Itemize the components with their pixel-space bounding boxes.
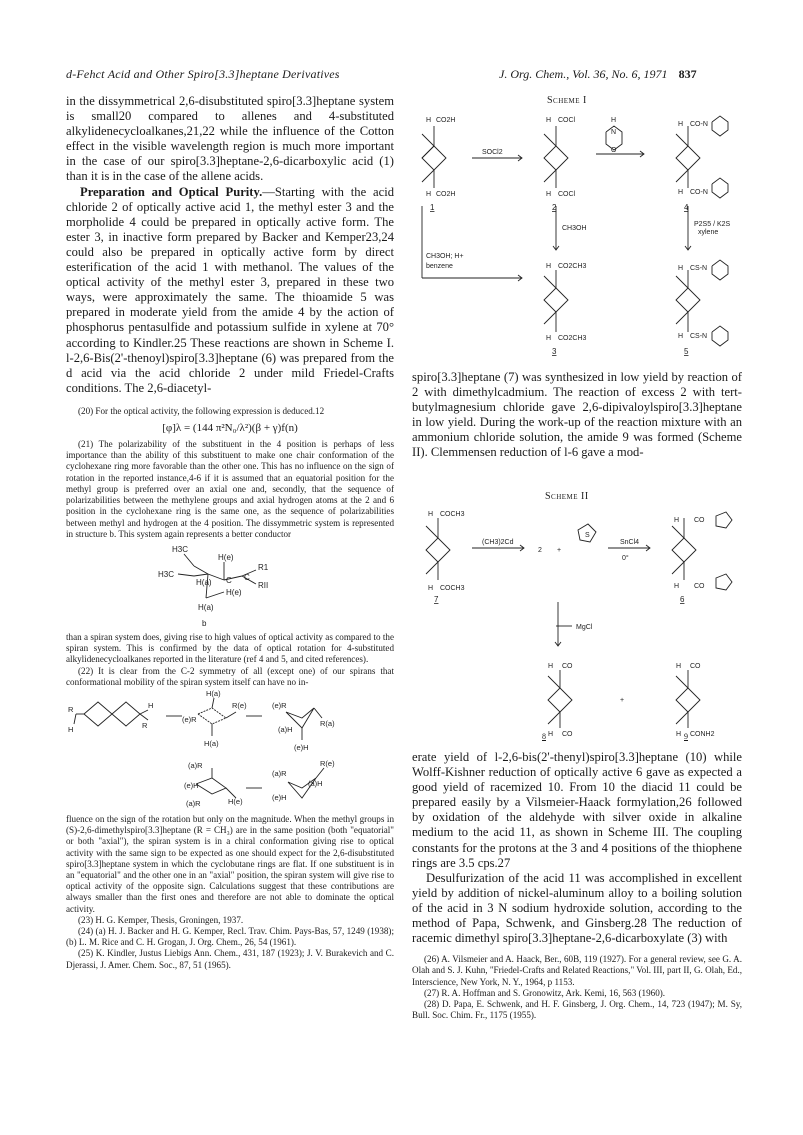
reagent-p2s5: P2S5 / K2S bbox=[694, 221, 731, 228]
scheme2-substituent: COCH3 bbox=[440, 511, 465, 518]
conformer-label: H bbox=[148, 700, 154, 710]
struct-b-label: C bbox=[244, 572, 250, 582]
page-number: 837 bbox=[678, 67, 697, 81]
footnote-21: (21) The polarizability of the substituent in the 4 position is perhaps of less importance than the ability of this substituent to make one chair conformation of the cyclohexane ring more favorable than the other one. This has no influence on the sign of rotation in the reported instance,4-6 if it is assumed that an equatorial position for the methyl group is preferred over an axial one and, secondly, that the sequence of polarizabilities between the methylene groups and axial hydrogen atoms at the 2 and 6 position in the cyclohexane ring is the same one, as the sequence of polarizabilities between methyl and hydrogen at the 4 position. The dissymmetric system is represented in structure b. This system again represents a better conductor bbox=[66, 439, 394, 539]
compound-number: 1 bbox=[430, 203, 435, 212]
reagent-xylene: xylene bbox=[698, 229, 719, 236]
conformer-label: R bbox=[142, 720, 148, 730]
conformer-label: (a)R bbox=[272, 768, 287, 778]
scheme1-substituent: COCl bbox=[558, 117, 576, 124]
compound-number: 7 bbox=[434, 595, 439, 604]
scheme2-substituent: COCH3 bbox=[440, 585, 465, 592]
reagent-socl2: SOCl2 bbox=[482, 149, 503, 156]
conformers-diagram bbox=[66, 688, 394, 814]
reagent-mgcl: MgCl bbox=[576, 624, 593, 631]
right-column bbox=[412, 370, 742, 461]
paragraph-text: —Starting with the acid chloride 2 of optically active acid 1, the methyl ester 3 and the morpholide 4 could be prepared in optically active form. The ester 3, in inactive form prepared by Backer and Kemper23,24 could also be prepared in optically active form by direct esterification of the acid 1 with methanol. The values of the optical activity of the methyl ester 3, prepared in these two ways, were approximately the same. The thioamide 5 was prepared in moderate yield from the amide 4 by the action of phosphorus pentasulfide and potassium sulfide in xylene at 70° according to Kindler.25 These reactions are shown in Scheme I. l-2,6-Bis(2'-thenoyl)spiro[3.3]heptane (6) was prepared from the d acid via the acid chloride 2 under mild Friedel-Crafts conditions. The 2,6-diacetyl- bbox=[66, 184, 395, 395]
struct-b-label: RII bbox=[258, 580, 269, 590]
scheme1-h: H bbox=[546, 191, 552, 198]
scheme2-h: H bbox=[676, 663, 682, 670]
conformer-label: R(e) bbox=[320, 758, 335, 768]
paragraph-preparation bbox=[66, 185, 394, 396]
scheme2-h: H bbox=[428, 585, 434, 592]
scheme2-h: H bbox=[676, 731, 682, 738]
structure-b-diagram bbox=[66, 540, 394, 632]
paragraph: erate yield of l-2,6-bis(2'-thenyl)spiro[3.3]heptane (10) while Wolff-Kishner reduction of optically active 6 gave as expected a good yield of racemized 10. From 10 the diacid 11 could be prepared easily by a Vilsmeier-Haack formylation,26 followed by oxidation of the aldehyde with silver oxide in alkaline medium to the acid 11, as shown in Scheme III. The coupling constants for the protons at the 3 and 4 positions of the thiophene rings are 3.5 cps.27 bbox=[412, 750, 742, 870]
scheme1-substituent: CO-N bbox=[690, 121, 708, 128]
scheme2-h: H bbox=[674, 517, 680, 524]
conformer-label: (a)H bbox=[278, 724, 293, 734]
scheme1-h: H bbox=[546, 335, 552, 342]
compound-number: 4 bbox=[684, 203, 689, 212]
footnote-24: (24) (a) H. J. Backer and H. G. Kemper, Recl. Trav. Chim. Pays-Bas, 57, 1249 (1938); (b) L. M. Rice and C. H. Grogan, J. Org. Chem., 26, 54 (1961). bbox=[66, 925, 394, 948]
conformer-label: H(e) bbox=[228, 796, 243, 806]
scheme2-substituent: CO bbox=[562, 663, 573, 670]
reagent-morpholine: O bbox=[611, 147, 617, 154]
scheme1-substituent: CO2H bbox=[436, 117, 456, 124]
footnote-23: (23) H. G. Kemper, Thesis, Groningen, 1937. bbox=[78, 914, 244, 925]
reagent-sncl4: SnCl4 bbox=[620, 539, 640, 546]
struct-b-label: C bbox=[226, 575, 232, 585]
left-column bbox=[66, 94, 394, 971]
conformer-label: (a)R bbox=[188, 760, 203, 770]
struct-b-label: H(a) bbox=[196, 577, 212, 587]
scheme2-substituent: CO bbox=[562, 731, 573, 738]
conformer-label: H bbox=[68, 724, 74, 734]
compound-number: 2 bbox=[552, 203, 557, 212]
conformer-label: (a)R bbox=[186, 798, 201, 808]
scheme-2-title: Scheme II bbox=[545, 491, 589, 502]
scheme1-substituent: CO2CH3 bbox=[558, 335, 587, 342]
scheme2-substituent: CO bbox=[690, 663, 701, 670]
scheme2-substituent: CO bbox=[694, 583, 705, 590]
struct-b-label: H3C bbox=[158, 569, 175, 579]
footnote-26: (26) A. Vilsmeier and A. Haack, Ber., 60B, 119 (1927). For a general review, see G. A. Olah and S. J. Kuhn, "Friedel-Crafts and Related Reactions," Vol. III, part II, G. Olah, Ed., Interscience, New York, N. Y., 1964, p 1153. bbox=[412, 954, 742, 987]
struct-b-label: R1 bbox=[258, 562, 269, 572]
conformer-label: R(a) bbox=[320, 718, 335, 728]
scheme1-h: H bbox=[426, 191, 432, 198]
struct-b-caption: b bbox=[202, 618, 207, 628]
running-header-journal bbox=[499, 67, 697, 82]
scheme1-h: H bbox=[678, 333, 684, 340]
scheme1-substituent: CO2H bbox=[436, 191, 456, 198]
compound-number: 3 bbox=[552, 347, 557, 356]
footnote-20: (20) For the optical activity, the following expression is deduced.12 bbox=[78, 405, 325, 416]
conformer-label: R bbox=[68, 704, 74, 714]
struct-b-label: H3C bbox=[172, 544, 189, 554]
scheme1-substituent: CS-N bbox=[690, 265, 708, 272]
scheme-2-diagram bbox=[412, 506, 742, 740]
scheme1-substituent: CO2CH3 bbox=[558, 263, 587, 270]
scheme2-h: H bbox=[548, 663, 554, 670]
footnote-22: (22) It is clear from the C-2 symmetry of all (except one) of our spirans that conformational mobility of the spiran system itself can have no in- bbox=[66, 665, 394, 687]
scheme2-substituent: CO bbox=[694, 517, 705, 524]
reagent-plus: + bbox=[557, 547, 562, 554]
conformer-label: R(e) bbox=[232, 700, 247, 710]
scheme1-h: H bbox=[678, 189, 684, 196]
journal-citation: J. Org. Chem., Vol. 36, No. 6, 1971 bbox=[499, 67, 668, 81]
compound-number: 9 bbox=[684, 732, 688, 741]
section-heading: Preparation and Optical Purity. bbox=[80, 184, 263, 199]
compound-number: 8 bbox=[542, 732, 546, 741]
scheme1-h: H bbox=[426, 117, 432, 124]
reagent-benzene: benzene bbox=[426, 263, 453, 270]
scheme2-substituent: CONH2 bbox=[690, 731, 715, 738]
conformer-label: (e)H bbox=[184, 780, 199, 790]
conformer-label: (e)R bbox=[272, 700, 287, 710]
running-header-title: d-Fehct Acid and Other Spiro[3.3]heptane Derivatives bbox=[66, 67, 340, 81]
scheme2-h: H bbox=[674, 583, 680, 590]
paragraph: Desulfurization of the acid 11 was accomplished in excellent yield by addition of nickel-aluminum alloy to a boiling solution of the acid in 3 N sodium hydroxide solution, according to the method of Papa, Schwenk, and Ginsberg.28 The reduction of racemic dimethyl spiro[3.3]heptane-2,6-dicarboxylate (3) with bbox=[412, 870, 742, 946]
footnote-21-continued: than a spiran system does, giving rise to high values of optical activity as compared to the spiran system. This is confirmed by the data of optical rotation for 4-substituted alkylidenecycloalkanes reported in the literature (ref 4 and 5, and cited references). bbox=[66, 631, 394, 665]
equation: [φ]λ = (144 π²N₀/λ²)(β + γ)f(n) bbox=[162, 422, 298, 435]
footnote-25: (25) K. Kindler, Justus Liebigs Ann. Chem., 431, 187 (1923); J. V. Burakevich and C. Djerassi, J. Amer. Chem. Soc., 87, 51 (1965). bbox=[66, 948, 394, 970]
reagent-morpholine: H bbox=[611, 117, 617, 124]
paragraph: in the dissymmetrical 2,6-disubstituted spiro[3.3]heptane system is small20 compared to allenes and 4-substituted alkylidenecycloalkanes,21,22 while the influence of the Cotton effect in the visible wavelength region is much more important in the case of our spiro[3.3]heptane-2,6-dicarboxylic acid (1) than it is in the case of the allene acids. bbox=[66, 94, 394, 184]
scheme2-h: H bbox=[428, 511, 434, 518]
paragraph: spiro[3.3]heptane (7) was synthesized in low yield by reaction of 2 with dimethylcadmium. The reaction of excess 2 with tert-butylmagnesium chloride gave 2,6-dipivaloylspiro[3.3]heptane in low yield. During the work-up of the reaction mixture with an ammonium chloride solution, the amide 9 was formed (Scheme II). Clemmensen reduction of l-6 gave a mod- bbox=[412, 370, 742, 460]
conformer-label: (e)H bbox=[294, 742, 309, 752]
scheme-1-diagram bbox=[412, 110, 742, 365]
scheme-1-title: Scheme I bbox=[547, 95, 587, 106]
compound-number: 5 bbox=[684, 347, 689, 356]
scheme1-substituent: CS-N bbox=[690, 333, 708, 340]
reagent-temp: 0° bbox=[622, 555, 629, 562]
conformer-label: H(a) bbox=[204, 738, 219, 748]
footnote-22-continued: fluence on the sign of the rotation but only on the magnitude. When the methyl groups in (S)-2,6-dimethylspiro[3.3]heptane (R = CH₃) are in the same position (both "equatorial" or both "axial"), the spiran system is in a chiral conformation giving rise to optical activity with the same sign to be expected as one should expect for the 2,6-disubstituted spiro[3.3]heptane system in which the cyclobutane rings are flat. If one substituent is in an "equatorial" and the other one in an "axial" position, the spiran system will give rise to optical activity of the opposite sign. Calculations suggest that these contributions are always smaller than the first ones and therefore are not able to dominate the optical activity. bbox=[66, 813, 394, 914]
conformer-label: (a)H bbox=[308, 778, 323, 788]
reagent-dimethylcadmium: (CH3)2Cd bbox=[482, 539, 514, 546]
conformer-label: H(a) bbox=[206, 688, 221, 698]
reagent-ch3oh-h: CH3OH; H+ bbox=[426, 253, 464, 260]
reagent-morpholine: N bbox=[611, 129, 617, 136]
reagent-compound-2: 2 bbox=[538, 547, 542, 554]
footnote-27: (27) R. A. Hoffman and S. Gronowitz, Ark. Kemi, 16, 563 (1960). bbox=[424, 987, 666, 998]
scheme1-substituent: COCl bbox=[558, 191, 576, 198]
scheme1-substituent: CO-N bbox=[690, 189, 708, 196]
struct-b-label: H(e) bbox=[226, 587, 242, 597]
scheme1-h: H bbox=[546, 117, 552, 124]
scheme1-h: H bbox=[678, 265, 684, 272]
scheme1-h: H bbox=[678, 121, 684, 128]
reagent-plus: + bbox=[620, 697, 625, 704]
compound-number: 6 bbox=[680, 595, 685, 604]
conformer-label: (e)H bbox=[272, 792, 287, 802]
struct-b-label: H(e) bbox=[218, 552, 234, 562]
conformer-label: (e)R bbox=[182, 714, 197, 724]
struct-b-label: H(a) bbox=[198, 602, 214, 612]
reagent-ch3oh: CH3OH bbox=[562, 225, 587, 232]
scheme2-h: H bbox=[548, 731, 554, 738]
footnote-28: (28) D. Papa, E. Schwenk, and H. F. Ginsberg, J. Org. Chem., 14, 723 (1947); M. Sy, Bull. Soc. Chim. Fr., 1175 (1955). bbox=[412, 999, 742, 1021]
scheme1-h: H bbox=[546, 263, 552, 270]
thiophene-s: S bbox=[585, 532, 590, 539]
